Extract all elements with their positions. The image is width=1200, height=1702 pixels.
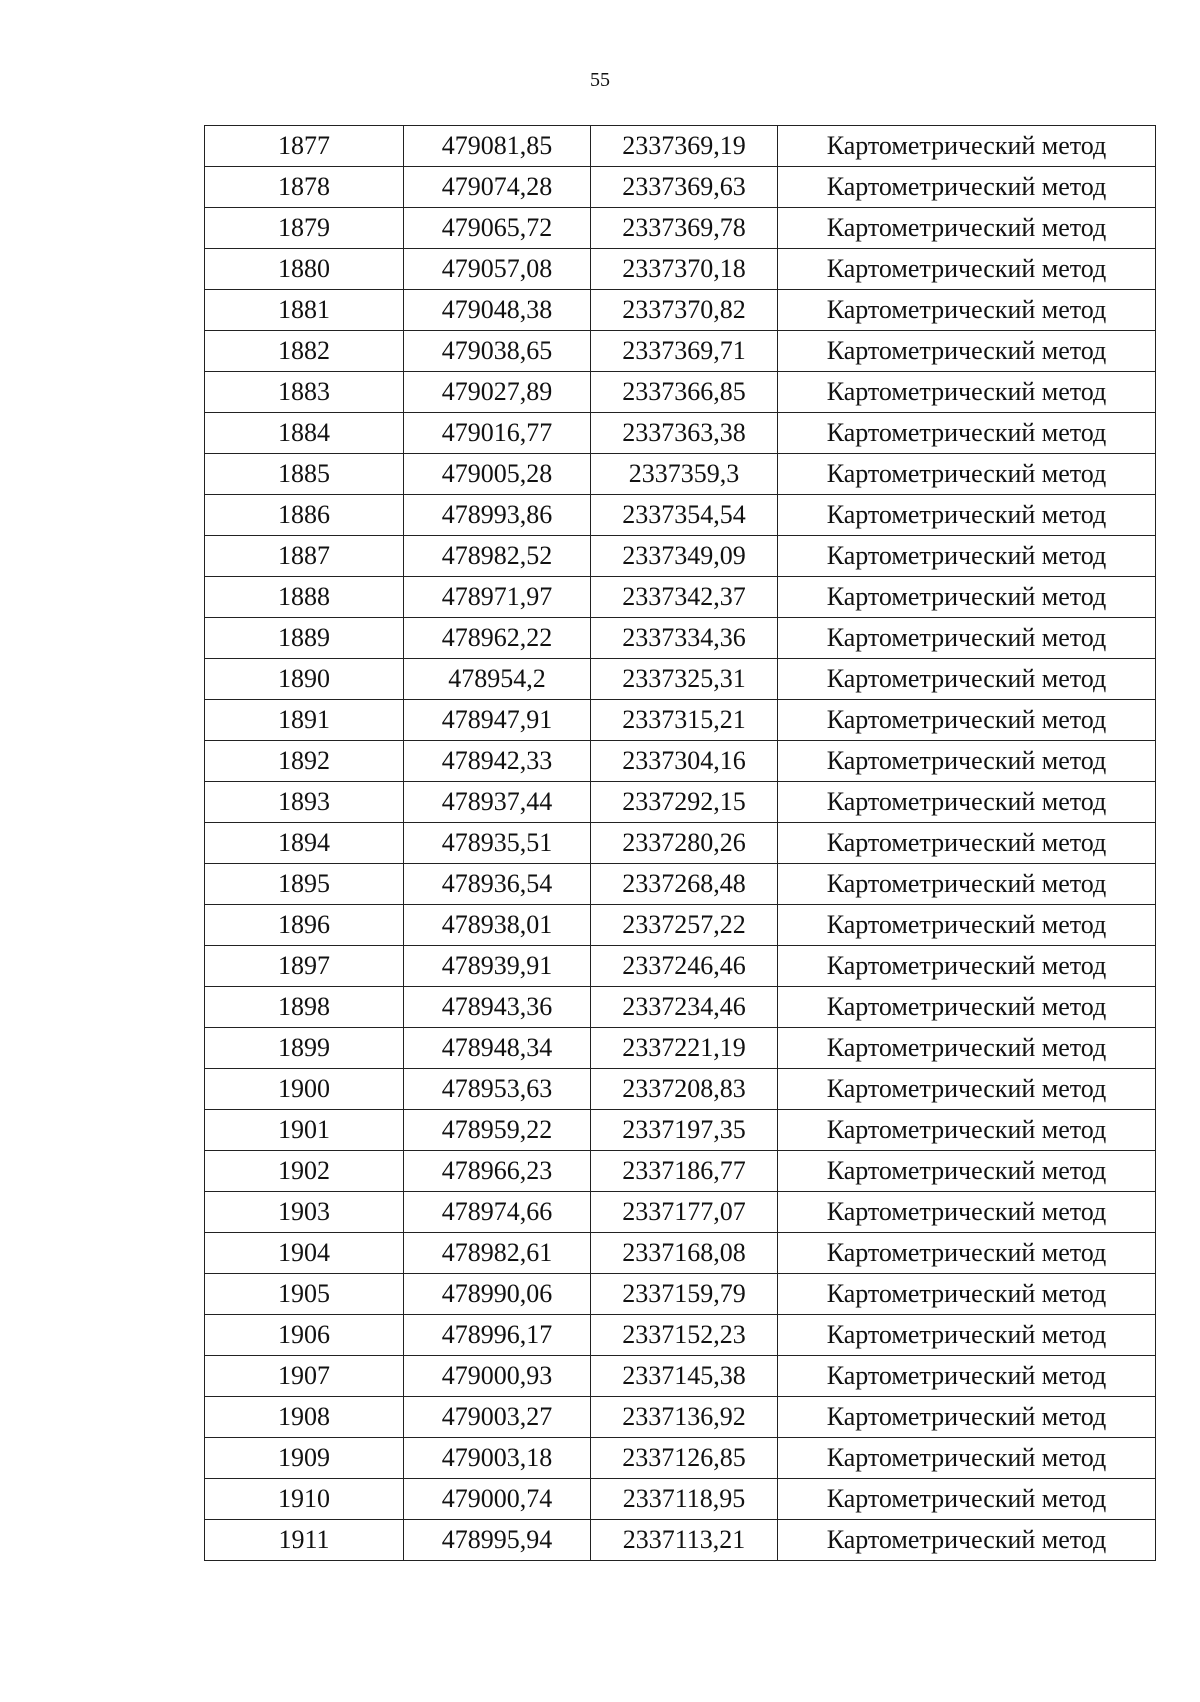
point-number-cell: 1900 xyxy=(205,1069,404,1110)
y-coordinate-cell: 2337315,21 xyxy=(591,700,778,741)
y-coordinate-cell: 2337304,16 xyxy=(591,741,778,782)
point-number-cell: 1897 xyxy=(205,946,404,987)
point-number-cell: 1903 xyxy=(205,1192,404,1233)
y-coordinate-cell: 2337292,15 xyxy=(591,782,778,823)
x-coordinate-cell: 479038,65 xyxy=(404,331,591,372)
y-coordinate-cell: 2337370,18 xyxy=(591,249,778,290)
x-coordinate-cell: 478995,94 xyxy=(404,1520,591,1561)
table-row xyxy=(205,1274,1156,1315)
table-row xyxy=(205,700,1156,741)
y-coordinate-cell: 2337113,21 xyxy=(591,1520,778,1561)
y-coordinate-cell: 2337257,22 xyxy=(591,905,778,946)
y-coordinate-cell: 2337354,54 xyxy=(591,495,778,536)
table-row xyxy=(205,1397,1156,1438)
method-cell: Картометрический метод xyxy=(778,208,1156,249)
x-coordinate-cell: 478937,44 xyxy=(404,782,591,823)
y-coordinate-cell: 2337221,19 xyxy=(591,1028,778,1069)
y-coordinate-cell: 2337246,46 xyxy=(591,946,778,987)
method-cell: Картометрический метод xyxy=(778,700,1156,741)
point-number-cell: 1881 xyxy=(205,290,404,331)
table-row xyxy=(205,536,1156,577)
x-coordinate-cell: 478938,01 xyxy=(404,905,591,946)
method-cell: Картометрический метод xyxy=(778,823,1156,864)
point-number-cell: 1906 xyxy=(205,1315,404,1356)
point-number-cell: 1910 xyxy=(205,1479,404,1520)
method-cell: Картометрический метод xyxy=(778,495,1156,536)
point-number-cell: 1891 xyxy=(205,700,404,741)
method-cell: Картометрический метод xyxy=(778,126,1156,167)
method-cell: Картометрический метод xyxy=(778,1028,1156,1069)
point-number-cell: 1896 xyxy=(205,905,404,946)
table-row xyxy=(205,1110,1156,1151)
table-body xyxy=(205,126,1156,1561)
x-coordinate-cell: 479048,38 xyxy=(404,290,591,331)
x-coordinate-cell: 478982,61 xyxy=(404,1233,591,1274)
x-coordinate-cell: 479000,74 xyxy=(404,1479,591,1520)
point-number-cell: 1877 xyxy=(205,126,404,167)
x-coordinate-cell: 478948,34 xyxy=(404,1028,591,1069)
x-coordinate-cell: 479016,77 xyxy=(404,413,591,454)
method-cell: Картометрический метод xyxy=(778,1233,1156,1274)
y-coordinate-cell: 2337177,07 xyxy=(591,1192,778,1233)
x-coordinate-cell: 478971,97 xyxy=(404,577,591,618)
table-row xyxy=(205,372,1156,413)
method-cell: Картометрический метод xyxy=(778,1520,1156,1561)
x-coordinate-cell: 479027,89 xyxy=(404,372,591,413)
y-coordinate-cell: 2337126,85 xyxy=(591,1438,778,1479)
x-coordinate-cell: 479074,28 xyxy=(404,167,591,208)
x-coordinate-cell: 478996,17 xyxy=(404,1315,591,1356)
x-coordinate-cell: 479065,72 xyxy=(404,208,591,249)
point-number-cell: 1899 xyxy=(205,1028,404,1069)
point-number-cell: 1907 xyxy=(205,1356,404,1397)
x-coordinate-cell: 479057,08 xyxy=(404,249,591,290)
point-number-cell: 1888 xyxy=(205,577,404,618)
y-coordinate-cell: 2337369,63 xyxy=(591,167,778,208)
method-cell: Картометрический метод xyxy=(778,987,1156,1028)
x-coordinate-cell: 479003,18 xyxy=(404,1438,591,1479)
point-number-cell: 1878 xyxy=(205,167,404,208)
y-coordinate-cell: 2337325,31 xyxy=(591,659,778,700)
x-coordinate-cell: 479005,28 xyxy=(404,454,591,495)
y-coordinate-cell: 2337359,3 xyxy=(591,454,778,495)
point-number-cell: 1885 xyxy=(205,454,404,495)
point-number-cell: 1892 xyxy=(205,741,404,782)
point-number-cell: 1882 xyxy=(205,331,404,372)
table-row xyxy=(205,454,1156,495)
table-row xyxy=(205,905,1156,946)
table-row xyxy=(205,167,1156,208)
table-row xyxy=(205,782,1156,823)
y-coordinate-cell: 2337159,79 xyxy=(591,1274,778,1315)
method-cell: Картометрический метод xyxy=(778,1397,1156,1438)
table-row xyxy=(205,1069,1156,1110)
y-coordinate-cell: 2337370,82 xyxy=(591,290,778,331)
table-row xyxy=(205,413,1156,454)
method-cell: Картометрический метод xyxy=(778,618,1156,659)
method-cell: Картометрический метод xyxy=(778,1274,1156,1315)
table-row xyxy=(205,1233,1156,1274)
table-row xyxy=(205,1151,1156,1192)
table-row xyxy=(205,1192,1156,1233)
y-coordinate-cell: 2337349,09 xyxy=(591,536,778,577)
table-row xyxy=(205,659,1156,700)
point-number-cell: 1879 xyxy=(205,208,404,249)
method-cell: Картометрический метод xyxy=(778,1069,1156,1110)
method-cell: Картометрический метод xyxy=(778,782,1156,823)
x-coordinate-cell: 478936,54 xyxy=(404,864,591,905)
point-number-cell: 1886 xyxy=(205,495,404,536)
x-coordinate-cell: 478959,22 xyxy=(404,1110,591,1151)
point-number-cell: 1905 xyxy=(205,1274,404,1315)
y-coordinate-cell: 2337369,78 xyxy=(591,208,778,249)
point-number-cell: 1889 xyxy=(205,618,404,659)
table-row xyxy=(205,290,1156,331)
table-row xyxy=(205,249,1156,290)
y-coordinate-cell: 2337152,23 xyxy=(591,1315,778,1356)
point-number-cell: 1909 xyxy=(205,1438,404,1479)
y-coordinate-cell: 2337168,08 xyxy=(591,1233,778,1274)
x-coordinate-cell: 479000,93 xyxy=(404,1356,591,1397)
point-number-cell: 1895 xyxy=(205,864,404,905)
method-cell: Картометрический метод xyxy=(778,454,1156,495)
table-row xyxy=(205,741,1156,782)
method-cell: Картометрический метод xyxy=(778,741,1156,782)
method-cell: Картометрический метод xyxy=(778,1315,1156,1356)
x-coordinate-cell: 478993,86 xyxy=(404,495,591,536)
method-cell: Картометрический метод xyxy=(778,249,1156,290)
y-coordinate-cell: 2337145,38 xyxy=(591,1356,778,1397)
x-coordinate-cell: 478962,22 xyxy=(404,618,591,659)
method-cell: Картометрический метод xyxy=(778,1192,1156,1233)
y-coordinate-cell: 2337234,46 xyxy=(591,987,778,1028)
y-coordinate-cell: 2337197,35 xyxy=(591,1110,778,1151)
y-coordinate-cell: 2337369,71 xyxy=(591,331,778,372)
y-coordinate-cell: 2337186,77 xyxy=(591,1151,778,1192)
table-row xyxy=(205,1438,1156,1479)
method-cell: Картометрический метод xyxy=(778,864,1156,905)
method-cell: Картометрический метод xyxy=(778,372,1156,413)
y-coordinate-cell: 2337334,36 xyxy=(591,618,778,659)
table-row xyxy=(205,208,1156,249)
y-coordinate-cell: 2337118,95 xyxy=(591,1479,778,1520)
point-number-cell: 1883 xyxy=(205,372,404,413)
x-coordinate-cell: 478939,91 xyxy=(404,946,591,987)
x-coordinate-cell: 478966,23 xyxy=(404,1151,591,1192)
table-row xyxy=(205,1315,1156,1356)
x-coordinate-cell: 478943,36 xyxy=(404,987,591,1028)
y-coordinate-cell: 2337268,48 xyxy=(591,864,778,905)
method-cell: Картометрический метод xyxy=(778,290,1156,331)
y-coordinate-cell: 2337369,19 xyxy=(591,126,778,167)
table-row xyxy=(205,577,1156,618)
y-coordinate-cell: 2337366,85 xyxy=(591,372,778,413)
point-number-cell: 1911 xyxy=(205,1520,404,1561)
table-row xyxy=(205,823,1156,864)
y-coordinate-cell: 2337342,37 xyxy=(591,577,778,618)
point-number-cell: 1884 xyxy=(205,413,404,454)
point-number-cell: 1901 xyxy=(205,1110,404,1151)
point-number-cell: 1904 xyxy=(205,1233,404,1274)
table-row xyxy=(205,126,1156,167)
table-row xyxy=(205,864,1156,905)
point-number-cell: 1898 xyxy=(205,987,404,1028)
x-coordinate-cell: 478935,51 xyxy=(404,823,591,864)
table-row xyxy=(205,331,1156,372)
x-coordinate-cell: 478954,2 xyxy=(404,659,591,700)
x-coordinate-cell: 479003,27 xyxy=(404,1397,591,1438)
x-coordinate-cell: 478982,52 xyxy=(404,536,591,577)
table-row xyxy=(205,1520,1156,1561)
y-coordinate-cell: 2337136,92 xyxy=(591,1397,778,1438)
method-cell: Картометрический метод xyxy=(778,1356,1156,1397)
method-cell: Картометрический метод xyxy=(778,1438,1156,1479)
point-number-cell: 1893 xyxy=(205,782,404,823)
coordinates-table xyxy=(204,125,1156,1561)
table-row xyxy=(205,618,1156,659)
table-row xyxy=(205,1356,1156,1397)
method-cell: Картометрический метод xyxy=(778,577,1156,618)
table-row xyxy=(205,987,1156,1028)
point-number-cell: 1902 xyxy=(205,1151,404,1192)
table-row xyxy=(205,495,1156,536)
x-coordinate-cell: 478947,91 xyxy=(404,700,591,741)
method-cell: Картометрический метод xyxy=(778,659,1156,700)
point-number-cell: 1894 xyxy=(205,823,404,864)
x-coordinate-cell: 479081,85 xyxy=(404,126,591,167)
x-coordinate-cell: 478953,63 xyxy=(404,1069,591,1110)
point-number-cell: 1887 xyxy=(205,536,404,577)
table-row xyxy=(205,1028,1156,1069)
x-coordinate-cell: 478942,33 xyxy=(404,741,591,782)
method-cell: Картометрический метод xyxy=(778,167,1156,208)
method-cell: Картометрический метод xyxy=(778,1151,1156,1192)
page-number: 55 xyxy=(590,69,610,91)
point-number-cell: 1890 xyxy=(205,659,404,700)
table-row xyxy=(205,946,1156,987)
point-number-cell: 1908 xyxy=(205,1397,404,1438)
y-coordinate-cell: 2337363,38 xyxy=(591,413,778,454)
method-cell: Картометрический метод xyxy=(778,536,1156,577)
method-cell: Картометрический метод xyxy=(778,1110,1156,1151)
method-cell: Картометрический метод xyxy=(778,905,1156,946)
y-coordinate-cell: 2337280,26 xyxy=(591,823,778,864)
point-number-cell: 1880 xyxy=(205,249,404,290)
method-cell: Картометрический метод xyxy=(778,946,1156,987)
table-row xyxy=(205,1479,1156,1520)
method-cell: Картометрический метод xyxy=(778,1479,1156,1520)
method-cell: Картометрический метод xyxy=(778,331,1156,372)
y-coordinate-cell: 2337208,83 xyxy=(591,1069,778,1110)
method-cell: Картометрический метод xyxy=(778,413,1156,454)
x-coordinate-cell: 478974,66 xyxy=(404,1192,591,1233)
x-coordinate-cell: 478990,06 xyxy=(404,1274,591,1315)
